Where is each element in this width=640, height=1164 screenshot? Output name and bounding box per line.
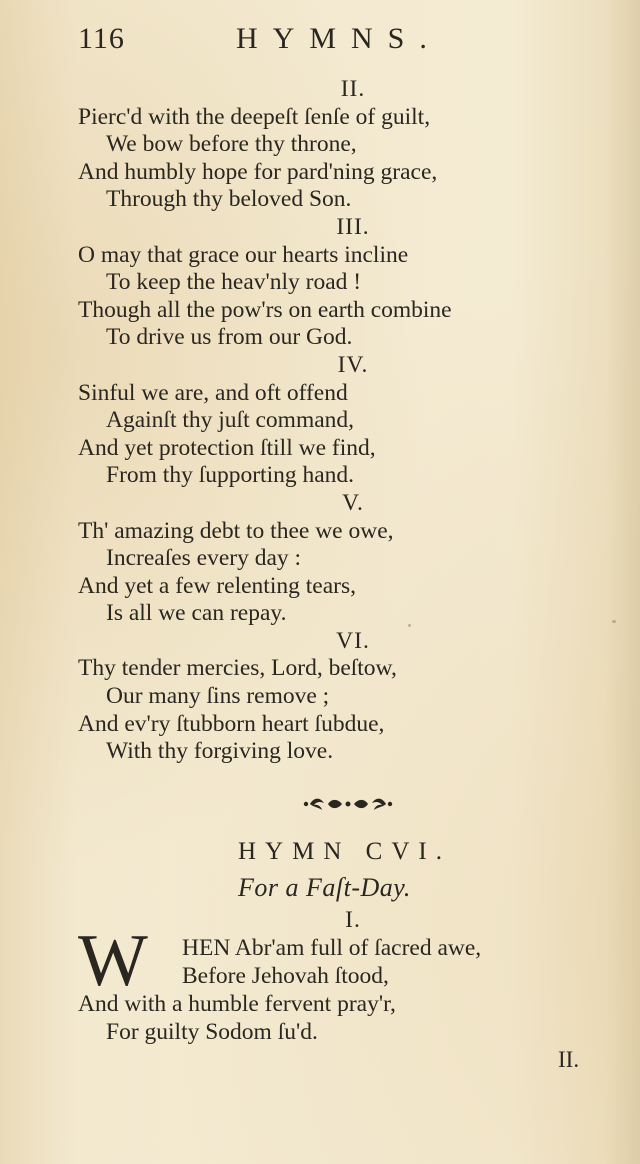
verse-line: And yet protection ſtill we find,: [78, 434, 376, 461]
verse-line: And yet a few relenting tears,: [78, 572, 356, 599]
verse-line: To drive us from our God.: [106, 324, 353, 351]
verse-line: And with a humble fervent pray'r,: [78, 991, 396, 1017]
verse-line: HEN Abr'am full of ſacred awe,: [182, 935, 482, 961]
verse-line: We bow before thy throne,: [106, 131, 357, 158]
page-edge-shadow: [606, 0, 640, 1164]
verse-line: Pierc'd with the deepeſt ſenſe of guilt,: [78, 103, 431, 130]
hymn-continuation: [78, 76, 598, 766]
verse-line: From thy ſupporting hand.: [106, 462, 355, 489]
stanza-number: IV.: [337, 351, 369, 378]
fleuron-ornament-icon: [298, 792, 398, 816]
verse-line: And ev'ry ſtubborn heart ſubdue,: [78, 710, 385, 737]
verse-line: To keep the heav'nly road !: [106, 269, 362, 296]
verse-line: Through thy beloved Son.: [106, 186, 352, 213]
running-title: HYMNS.: [236, 22, 442, 55]
paper-speck: [612, 620, 616, 623]
paper-speck: [408, 624, 411, 627]
hymn-cvi-text: [78, 906, 598, 1046]
verse-line: For guilty Sodom ſu'd.: [106, 1019, 318, 1045]
stanza-number: III.: [336, 213, 370, 240]
verse-line: Sinful we are, and oft offend: [78, 379, 348, 406]
catchword: II.: [558, 1047, 580, 1072]
verse-line: And humbly hope for pard'ning grace,: [78, 158, 438, 185]
verse-line: O may that grace our hearts incline: [78, 241, 409, 268]
hymn-title: HYMN CVI.: [238, 838, 451, 865]
stanza-number: VI.: [336, 627, 370, 654]
stanza-number: I.: [345, 907, 361, 933]
verse-line: Th' amazing debt to thee we owe,: [78, 517, 394, 544]
verse-line: Is all we can repay.: [106, 600, 287, 627]
verse-line: Though all the pow'rs on earth combine: [78, 296, 452, 323]
verse-line: With thy forgiving love.: [106, 738, 334, 765]
verse-line: Our many ſins remove ;: [106, 683, 330, 710]
drop-cap: W: [78, 920, 148, 1002]
page-number: 116: [78, 22, 125, 55]
stanza-number: II.: [340, 76, 366, 102]
verse-line: Thy tender mercies, Lord, beſtow,: [78, 655, 397, 682]
stanza-number: V.: [342, 489, 364, 516]
verse-line: Before Jehovah ſtood,: [182, 963, 389, 989]
hymn-subtitle: For a Faſt-Day.: [238, 873, 411, 902]
verse-line: Increaſes every day :: [106, 545, 302, 572]
verse-line: Againſt thy juſt command,: [106, 407, 355, 434]
page-header: [78, 18, 578, 62]
